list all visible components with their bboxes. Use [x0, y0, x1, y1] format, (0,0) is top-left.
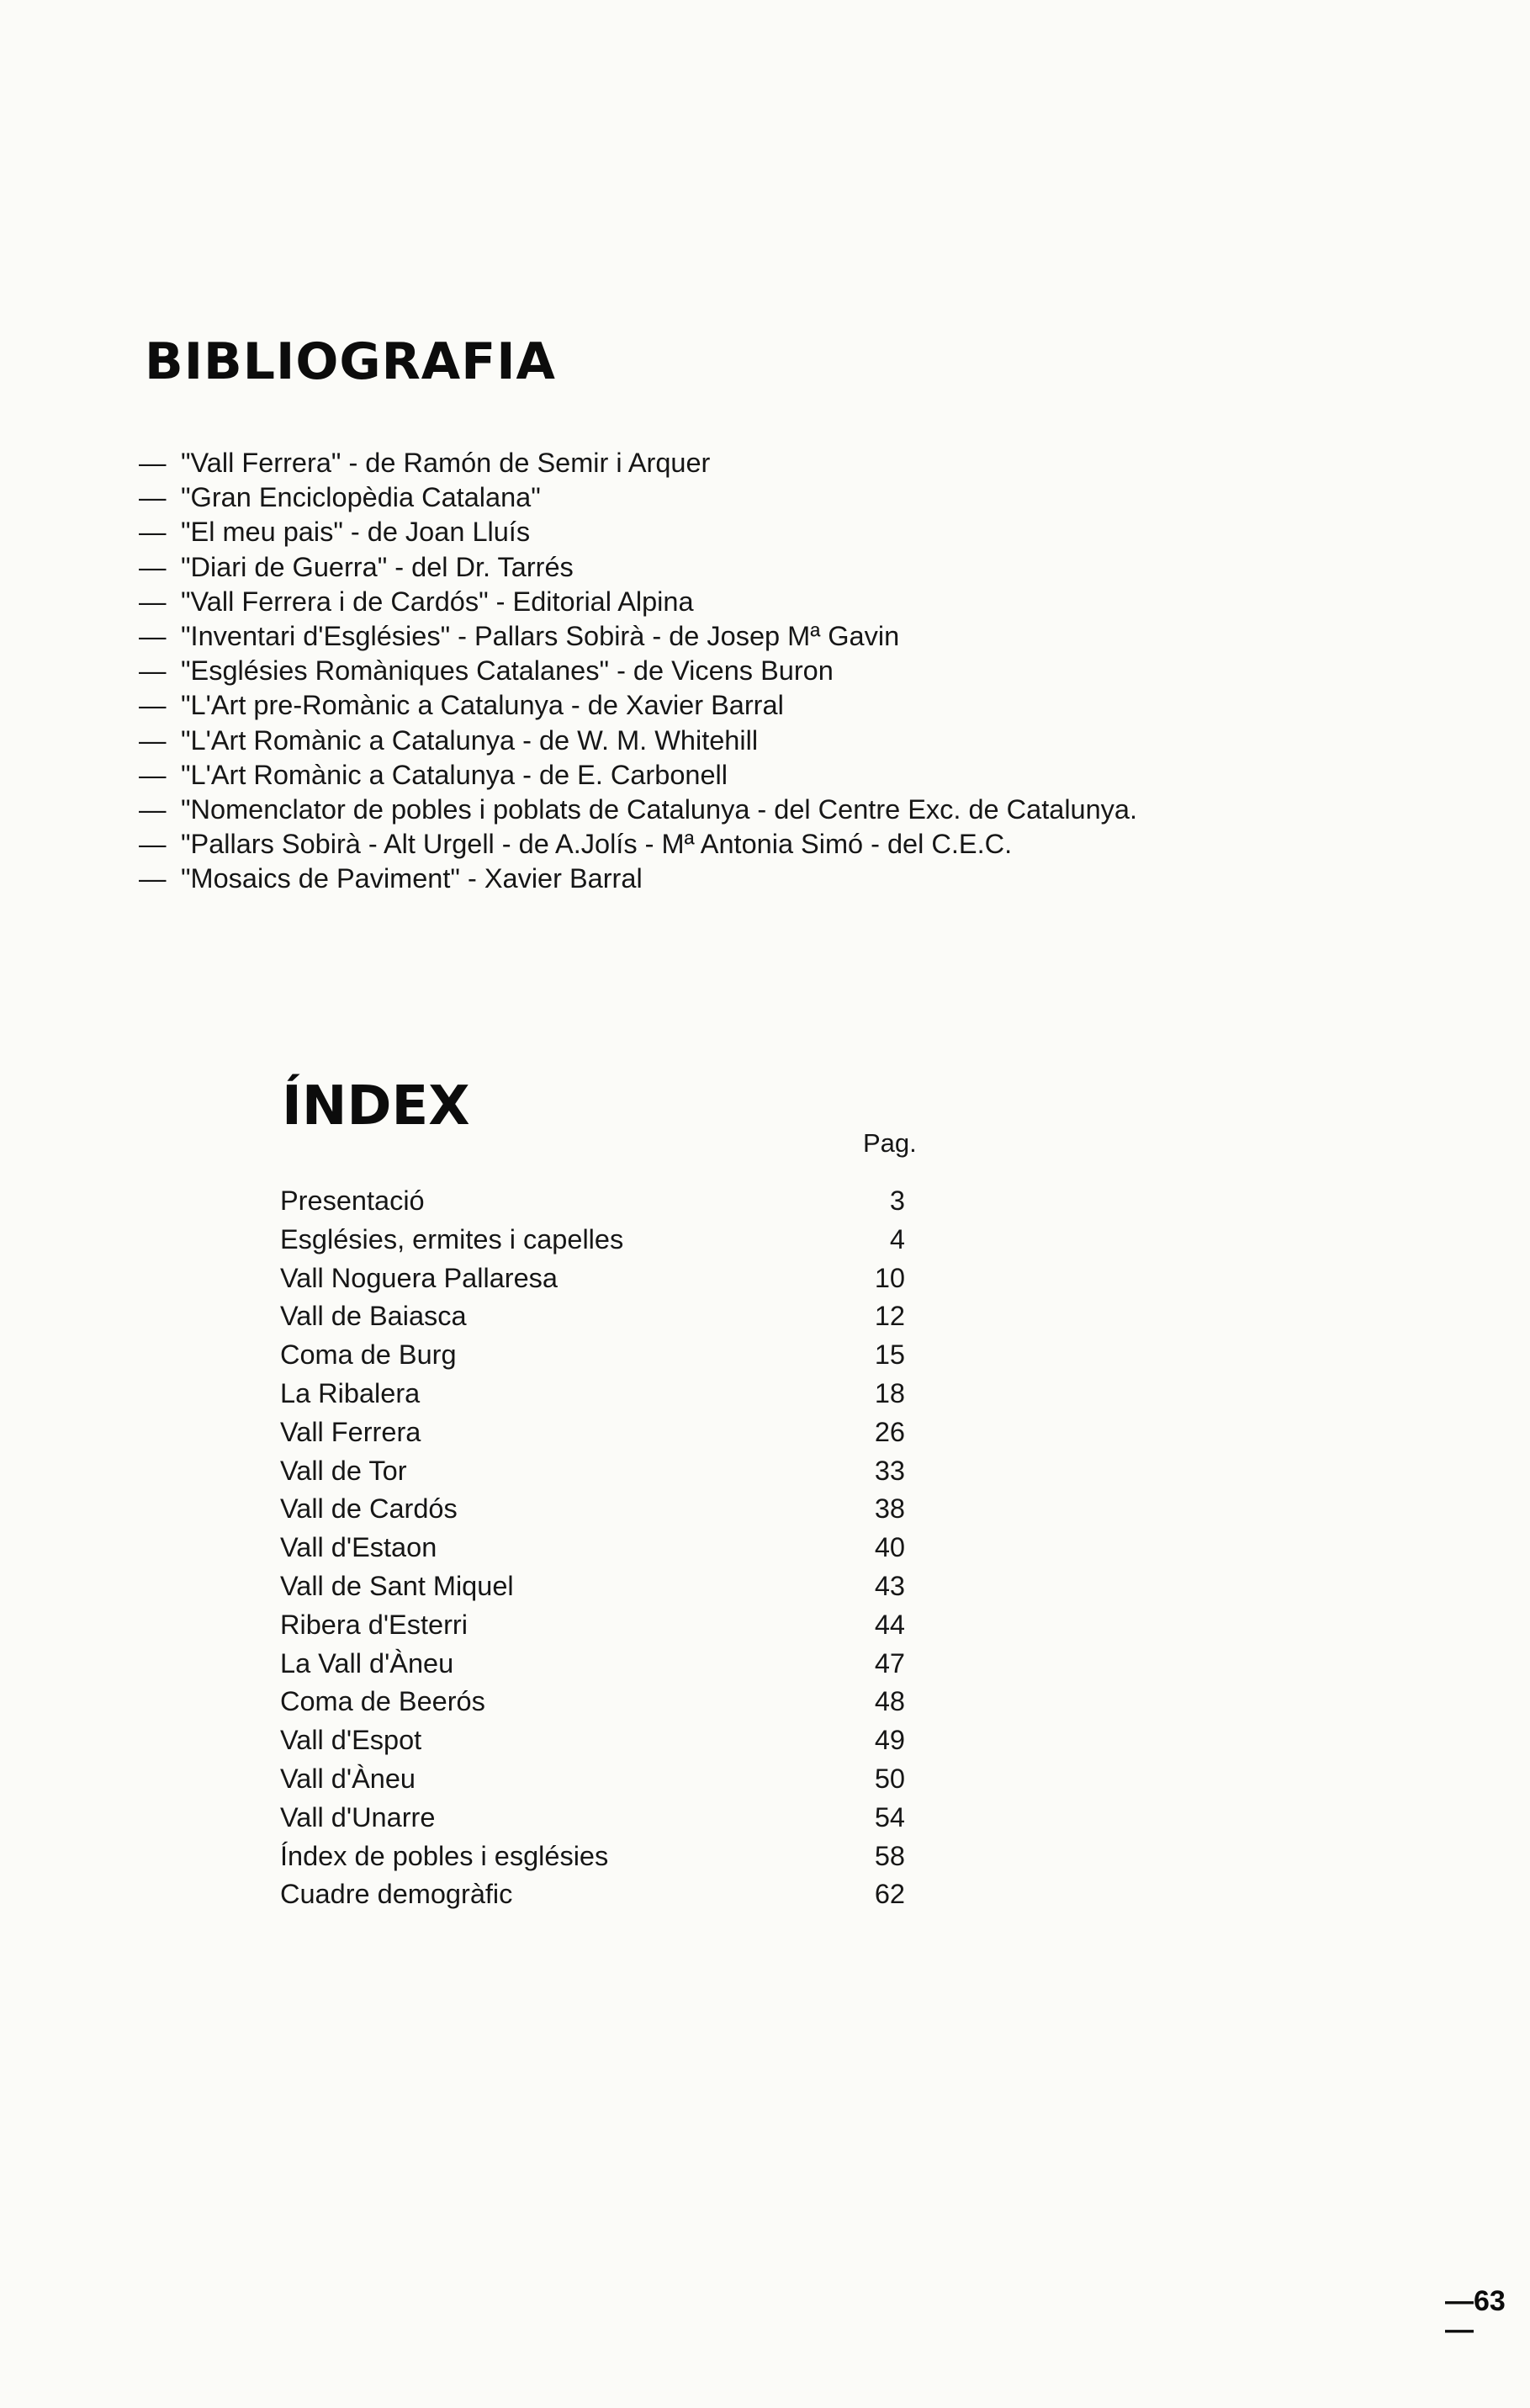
bibliography-text: "L'Art Romànic a Catalunya - de E. Carbonell	[181, 759, 728, 790]
bibliography-item	[139, 862, 1451, 896]
index-entry-page: 43	[874, 1570, 905, 1601]
list-dash: —	[139, 551, 167, 582]
index-entry	[280, 1875, 919, 1914]
index-entry	[280, 1606, 919, 1645]
list-dash: —	[139, 517, 167, 548]
page-number: —63—	[1445, 2285, 1506, 2346]
index-entry	[280, 1297, 919, 1336]
bibliography-item	[139, 827, 1451, 862]
bibliography-item	[139, 446, 1451, 480]
bibliography-item	[139, 619, 1451, 654]
index-entry	[280, 1182, 919, 1221]
index-entry-title: Presentació	[280, 1185, 425, 1216]
list-dash: —	[139, 448, 167, 478]
bibliography-text: "Inventari d'Esglésies" - Pallars Sobirà - de Josep Mª Gavin	[181, 620, 900, 651]
index-entry-title: Vall d'Estaon	[280, 1532, 437, 1563]
bibliography-text: "Gran Enciclopèdia Catalana"	[181, 482, 541, 513]
bibliography-text: "L'Art Romànic a Catalunya - de W. M. Whitehill	[181, 724, 759, 756]
index-entry-page: 38	[874, 1493, 905, 1525]
bibliography-title: BIBLIOGRAFIA	[145, 332, 556, 391]
bibliography-item	[139, 480, 1451, 515]
bibliography-text: "Nomenclator de pobles i poblats de Catalunya - del Centre Exc. de Catalunya.	[181, 793, 1138, 825]
index-entry	[280, 1221, 919, 1260]
index-entry-page: 44	[874, 1609, 905, 1640]
list-dash: —	[139, 482, 167, 513]
index-entry-title: Vall de Tor	[280, 1455, 407, 1486]
index-entry-page: 10	[874, 1262, 905, 1293]
list-dash: —	[139, 829, 167, 860]
index-entry	[280, 1414, 919, 1452]
index-entry-page: 62	[874, 1879, 905, 1910]
index-entry-title: Vall de Cardós	[280, 1493, 458, 1525]
bibliography-text: "Vall Ferrera i de Cardós" - Editorial Alpina	[181, 586, 694, 617]
index-entry-title: La Vall d'Àneu	[280, 1647, 454, 1679]
index-entry-page: 58	[874, 1840, 905, 1871]
index-entry-page: 12	[874, 1301, 905, 1332]
index-entry	[280, 1567, 919, 1606]
list-dash: —	[139, 724, 167, 756]
index-entry	[280, 1336, 919, 1375]
index-entry	[280, 1760, 919, 1799]
index-entry-title: Índex de pobles i esglésies	[280, 1840, 609, 1871]
index-entry-page: 40	[874, 1532, 905, 1563]
bibliography-text: "Vall Ferrera" - de Ramón de Semir i Arquer	[181, 448, 711, 478]
index-entry	[280, 1260, 919, 1298]
index-entry-title: Ribera d'Esterri	[280, 1609, 468, 1640]
bibliography-item	[139, 688, 1451, 723]
index-entry-title: Vall d'Àneu	[280, 1763, 416, 1794]
index-entry-title: Vall de Baiasca	[280, 1301, 467, 1332]
bibliography-item	[139, 793, 1451, 827]
bibliography-text: "El meu pais" - de Joan Lluís	[181, 517, 531, 548]
index-entry-title: Vall Ferrera	[280, 1416, 421, 1447]
index-entry	[280, 1529, 919, 1567]
bibliography-item	[139, 550, 1451, 585]
index-entry-title: Vall d'Espot	[280, 1725, 422, 1756]
bibliography-text: "Mosaics de Paviment" - Xavier Barral	[181, 863, 643, 894]
index-page-header: Pag.	[863, 1128, 917, 1158]
bibliography-list	[139, 446, 1451, 896]
index-entry-title: Coma de Burg	[280, 1339, 457, 1371]
index-entry-title: Vall d'Unarre	[280, 1801, 436, 1833]
list-dash: —	[139, 793, 167, 825]
index-entry-title: Esglésies, ermites i capelles	[280, 1223, 624, 1254]
list-dash: —	[139, 586, 167, 617]
index-list	[280, 1182, 919, 1914]
index-entry-page: 49	[874, 1725, 905, 1756]
bibliography-item	[139, 654, 1451, 688]
index-title: ÍNDEX	[282, 1075, 470, 1138]
bibliography-item	[139, 585, 1451, 619]
list-dash: —	[139, 863, 167, 894]
index-entry-title: Coma de Beerós	[280, 1686, 485, 1717]
index-entry-page: 33	[874, 1455, 905, 1486]
index-entry-page: 48	[874, 1686, 905, 1717]
list-dash: —	[139, 620, 167, 651]
index-entry	[280, 1799, 919, 1838]
index-entry-page: 47	[874, 1647, 905, 1679]
index-entry	[280, 1721, 919, 1760]
index-entry-title: Vall Noguera Pallaresa	[280, 1262, 558, 1293]
bibliography-text: "Diari de Guerra" - del Dr. Tarrés	[181, 551, 574, 582]
index-entry	[280, 1645, 919, 1684]
bibliography-item	[139, 724, 1451, 758]
list-dash: —	[139, 690, 167, 721]
index-entry	[280, 1838, 919, 1876]
index-entry-page: 15	[874, 1339, 905, 1371]
index-entry-page: 3	[889, 1185, 905, 1216]
index-entry-page: 26	[874, 1416, 905, 1447]
index-entry-page: 54	[874, 1801, 905, 1833]
bibliography-text: "Pallars Sobirà - Alt Urgell - de A.Jolís - Mª Antonia Simó - del C.E.C.	[181, 829, 1013, 860]
index-entry-title: Vall de Sant Miquel	[280, 1570, 514, 1601]
index-entry-title: Cuadre demogràfic	[280, 1879, 513, 1910]
index-entry	[280, 1375, 919, 1414]
list-dash: —	[139, 655, 167, 687]
index-entry	[280, 1452, 919, 1491]
bibliography-item	[139, 758, 1451, 793]
index-entry-page: 50	[874, 1763, 905, 1794]
bibliography-text: "Esglésies Romàniques Catalanes" - de Vicens Buron	[181, 655, 834, 687]
index-entry-title: La Ribalera	[280, 1377, 421, 1408]
bibliography-item	[139, 515, 1451, 549]
index-entry-page: 18	[874, 1377, 905, 1408]
index-entry	[280, 1683, 919, 1721]
index-entry	[280, 1490, 919, 1529]
bibliography-text: "L'Art pre-Romànic a Catalunya - de Xavier Barral	[181, 690, 784, 721]
index-entry-page: 4	[889, 1223, 905, 1254]
list-dash: —	[139, 759, 167, 790]
